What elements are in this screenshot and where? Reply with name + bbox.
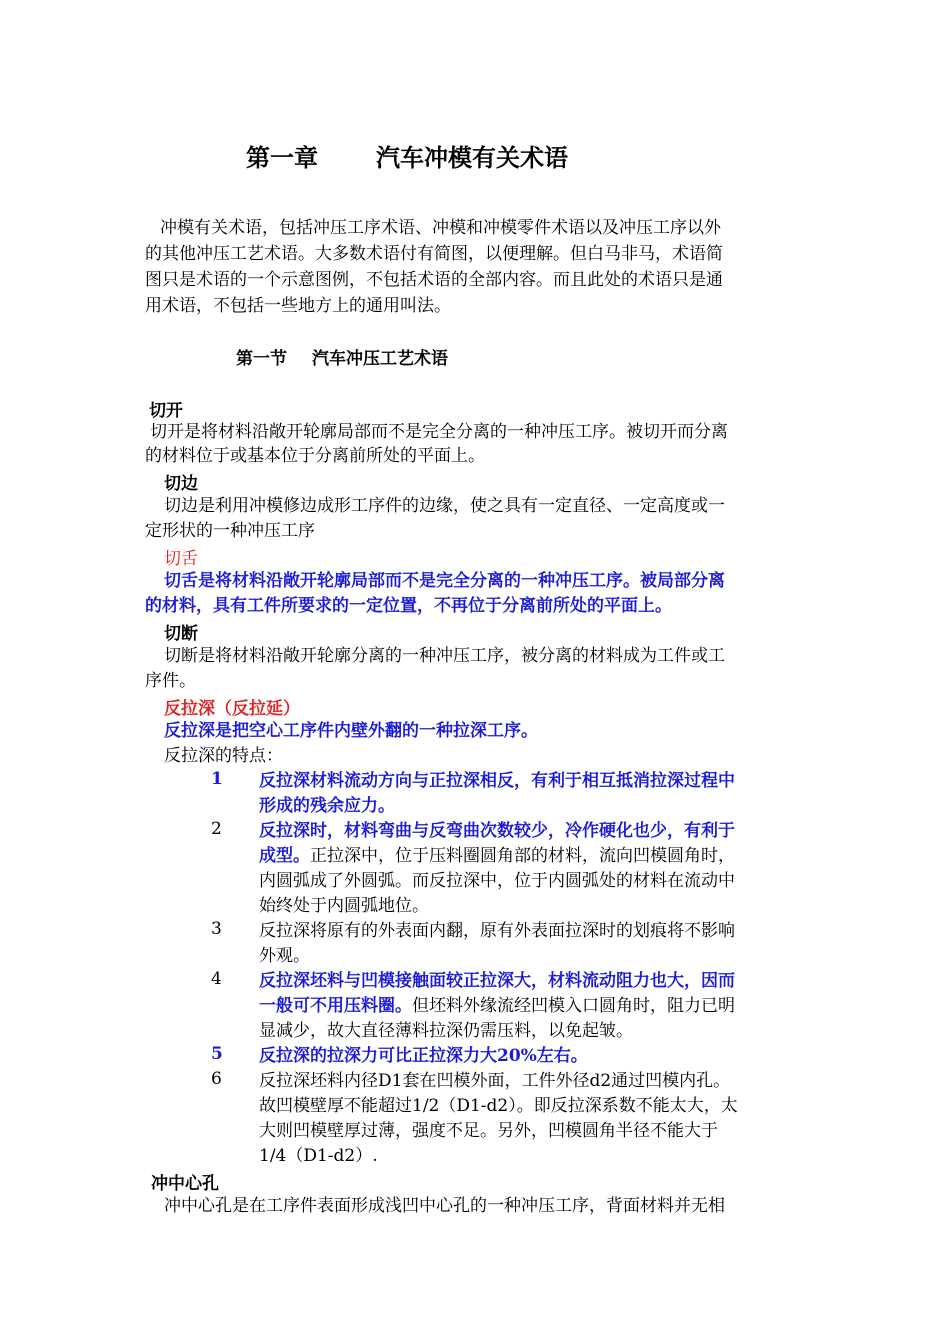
list-number: 4 [211,969,222,989]
term-body-line: 切边是利用冲模修边成形工序件的边缘，使之具有一定直径、一定高度或一 [164,496,725,516]
list-item-line: 形成的残余应力。 [259,796,395,816]
chapter-title: 汽车冲模有关术语 [376,144,568,172]
list-item-emphasis: 一般可不用压料圈。 [259,996,412,1016]
term-body-line: 的材料，具有工件所要求的一定位置，不再位于分离前所处的平面上。 [145,596,672,616]
term-title-chongzhongxinkong: 冲中心孔 [151,1174,219,1194]
list-item-line: 反拉深坯料与凹模接触面较正拉深大，材料流动阻力也大，因而 [259,971,735,991]
section-label: 第一节 [236,349,287,369]
intro-line: 用术语，不包括一些地方上的通用叫法。 [145,296,451,316]
term-title-fanlashen: 反拉深（反拉延） [164,699,300,719]
chapter-label: 第一章 [246,144,318,172]
term-body-line: 切断是将材料沿敞开轮廓分离的一种冲压工序，被分离的材料成为工件或工 [164,646,725,666]
term-title-qieshe: 切舌 [164,549,198,569]
term-body-line: 切舌是将材料沿敞开轮廓局部而不是完全分离的一种冲压工序。被局部分离 [164,571,725,591]
section-title: 汽车冲压工艺术语 [312,349,448,369]
term-definition: 反拉深是把空心工序件内壁外翻的一种拉深工序。 [164,721,538,741]
list-item-line: 显减少，故大直径薄料拉深仍需压料，以免起皱。 [259,1021,633,1041]
term-body-line: 的材料位于或基本位于分离前所处的平面上。 [145,446,485,466]
term-body-line: 切开是将材料沿敞开轮廓局部而不是完全分离的一种冲压工序。被切开而分离 [150,422,728,442]
list-item-text: 但坯料外缘流经凹模入口圆角时，阻力已明 [412,996,735,1016]
term-body-line: 序件。 [145,671,196,691]
list-item-line: 反拉深将原有的外表面内翻，原有外表面拉深时的划痕将不影响 [259,921,735,941]
list-item-line: 外观。 [259,946,310,966]
list-item-line: 反拉深时，材料弯曲与反弯曲次数较少，冷作硬化也少，有利于 [259,821,735,841]
list-number: 5 [211,1044,223,1064]
list-item-line [259,844,735,869]
list-item-emphasis: 成型。 [259,846,310,866]
list-item-line: 大则凹模壁厚过薄，强度不足。另外，凹模圆角半径不能大于 [259,1121,718,1141]
features-label: 反拉深的特点： [164,746,283,766]
list-number: 6 [211,1069,222,1089]
list-item-line: 故凹模壁厚不能超过1/2（D1-d2）。即反拉深系数不能太大，太 [259,1096,738,1116]
list-number: 3 [211,919,222,939]
intro-line: 的其他冲压工艺术语。大多数术语付有简图，以便理解。但白马非马，术语简 [145,244,723,264]
term-title-qieduan: 切断 [164,624,198,644]
intro-line: 冲模有关术语，包括冲压工序术语、冲模和冲模零件术语以及冲压工序以外 [160,218,721,238]
list-item-line: 内圆弧成了外圆弧。而反拉深中，位于内圆弧处的材料在流动中 [259,871,735,891]
term-body-line: 定形状的一种冲压工序 [145,521,315,541]
list-number: 2 [211,819,222,839]
list-item-line [259,994,735,1019]
list-item-line: 反拉深材料流动方向与正拉深相反，有利于相互抵消拉深过程中 [259,771,735,791]
list-item-line: 始终处于内圆弧地位。 [259,896,429,916]
term-title-qiekai: 切开 [149,401,183,421]
list-number: 1 [211,769,223,789]
list-item-line: 反拉深坯料内径D1套在凹模外面，工件外径d2通过凹模内孔。 [259,1071,731,1091]
intro-line: 图只是术语的一个示意图例，不包括术语的全部内容。而且此处的术语只是通 [145,270,723,290]
list-item-text: 正拉深中，位于压料圈圆角部的材料，流向凹模圆角时， [310,846,735,866]
term-body-line: 冲中心孔是在工序件表面形成浅凹中心孔的一种冲压工序，背面材料并无相 [164,1196,725,1216]
term-title-qiebian: 切边 [164,474,198,494]
list-item-line: 反拉深的拉深力可比正拉深力大20%左右。 [259,1046,588,1066]
list-item-line: 1/4（D1-d2）. [259,1146,378,1166]
